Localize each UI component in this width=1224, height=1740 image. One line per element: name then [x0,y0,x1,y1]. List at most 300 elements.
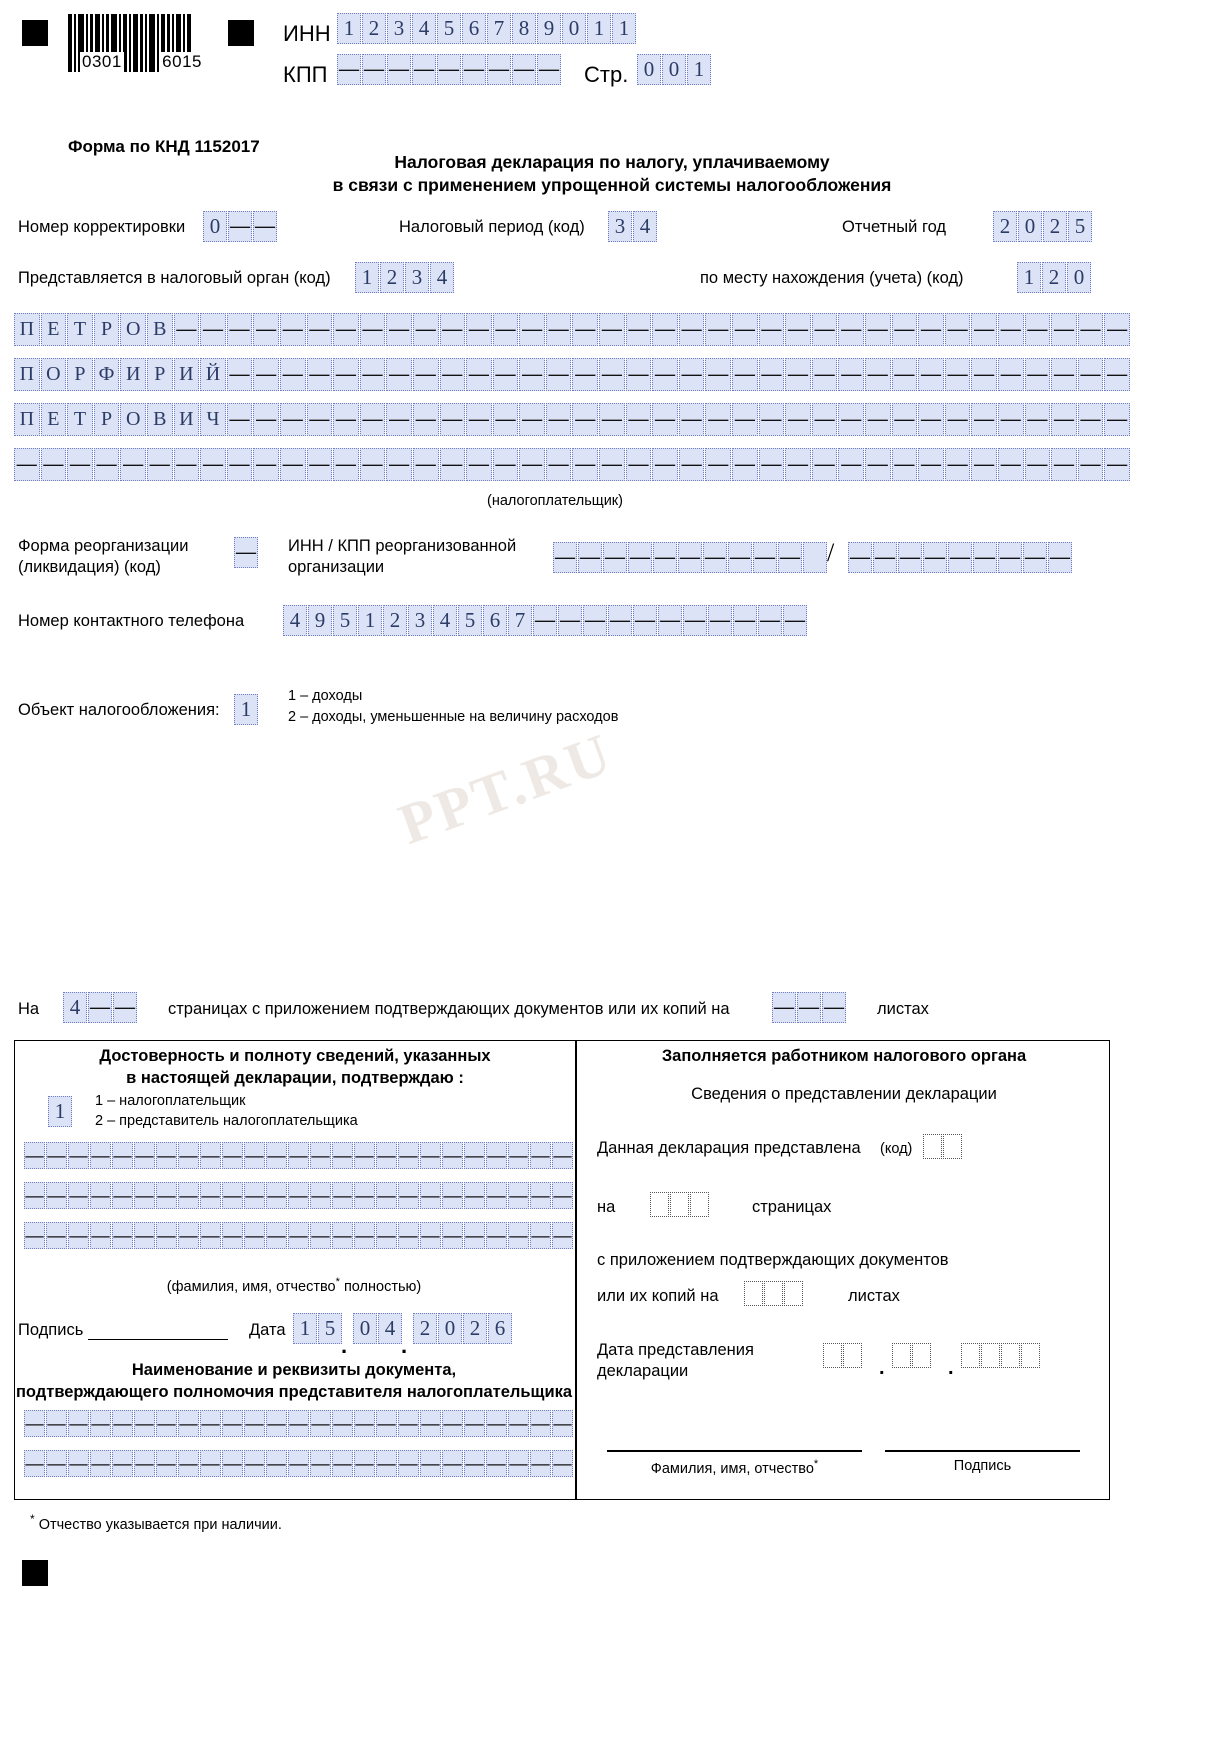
cell[interactable]: — [332,1142,353,1169]
cell[interactable]: — [785,358,811,391]
cell[interactable]: — [558,605,582,636]
cell[interactable]: — [759,313,785,346]
cell[interactable]: — [519,313,545,346]
cell[interactable]: — [626,313,652,346]
cell[interactable]: — [68,1142,89,1169]
cell[interactable]: — [519,358,545,391]
official-pages-field[interactable] [650,1192,710,1217]
cell[interactable]: — [266,1142,287,1169]
cell[interactable]: — [865,313,891,346]
cell[interactable]: — [572,448,598,481]
cell[interactable]: — [998,358,1024,391]
cell[interactable]: — [156,1222,177,1249]
cell[interactable]: 5 [333,605,357,636]
cell[interactable]: — [360,448,386,481]
cell[interactable]: — [337,54,361,85]
cell[interactable]: — [493,448,519,481]
cell[interactable]: — [971,313,997,346]
cell[interactable]: — [398,1450,419,1477]
official-signature-line[interactable] [885,1450,1080,1452]
cell[interactable]: — [918,403,944,436]
cell[interactable]: — [420,1410,441,1437]
cell[interactable]: И [120,358,146,391]
cell[interactable]: — [178,1142,199,1169]
cell[interactable]: — [732,448,758,481]
cell[interactable]: — [120,448,146,481]
cell[interactable]: — [865,403,891,436]
cell[interactable] [943,1134,962,1159]
cell[interactable]: Е [41,313,67,346]
cell[interactable]: — [572,403,598,436]
cell[interactable]: 4 [430,262,454,293]
cell[interactable]: — [553,542,577,573]
cell[interactable]: — [420,1142,441,1169]
cell[interactable]: — [376,1450,397,1477]
cell[interactable]: 0 [203,211,227,242]
cell[interactable]: — [572,358,598,391]
correction-number-field[interactable] [203,211,278,242]
cell[interactable]: — [998,448,1024,481]
cell[interactable] [690,1192,709,1217]
cell[interactable]: Р [94,313,120,346]
cell[interactable]: — [266,1410,287,1437]
cell[interactable]: — [134,1410,155,1437]
cell[interactable]: — [440,403,466,436]
cell[interactable]: — [603,542,627,573]
doc-details-line1[interactable] [24,1410,574,1437]
cell[interactable]: 5 [437,13,461,44]
cell[interactable]: — [420,1450,441,1477]
cell[interactable]: — [440,358,466,391]
cell[interactable]: — [354,1222,375,1249]
cell[interactable]: — [530,1142,551,1169]
cell[interactable]: — [552,1410,573,1437]
tax-period-field[interactable] [608,211,658,242]
cell[interactable]: 3 [408,605,432,636]
cell[interactable]: — [46,1142,67,1169]
cell[interactable]: — [253,211,277,242]
official-fio-line[interactable] [607,1450,862,1452]
cell[interactable]: Т [67,403,93,436]
cell[interactable]: — [227,448,253,481]
cell[interactable]: — [759,403,785,436]
cell[interactable]: — [1104,313,1130,346]
cell[interactable]: — [486,1450,507,1477]
tax-authority-field[interactable] [355,262,455,293]
cell[interactable]: — [222,1450,243,1477]
cell[interactable]: — [360,313,386,346]
cell[interactable]: — [398,1222,419,1249]
cell[interactable]: — [386,313,412,346]
cell[interactable]: — [386,448,412,481]
cell[interactable]: Е [41,403,67,436]
cell[interactable]: — [1025,448,1051,481]
cell[interactable]: Т [67,313,93,346]
cell[interactable]: — [508,1450,529,1477]
cell[interactable]: — [703,542,727,573]
cell[interactable]: — [156,1182,177,1209]
cell[interactable]: — [112,1410,133,1437]
cell[interactable]: — [227,358,253,391]
cell[interactable]: 1 [358,605,382,636]
cell[interactable]: — [200,1142,221,1169]
cell[interactable]: — [971,403,997,436]
cell[interactable]: — [244,1142,265,1169]
cell[interactable]: — [24,1410,45,1437]
cell[interactable]: — [783,605,807,636]
cell[interactable]: — [253,313,279,346]
cell[interactable]: 3 [405,262,429,293]
cell[interactable]: — [360,403,386,436]
cell[interactable]: — [333,448,359,481]
cell[interactable]: 3 [608,211,632,242]
cell[interactable]: — [200,448,226,481]
cell[interactable]: — [971,358,997,391]
cell[interactable]: — [652,313,678,346]
cell[interactable]: — [626,403,652,436]
official-date-day-field[interactable] [823,1343,863,1368]
cell[interactable]: — [442,1410,463,1437]
cell[interactable]: — [486,1410,507,1437]
cell[interactable]: — [90,1222,111,1249]
cell[interactable] [650,1192,669,1217]
cell[interactable]: — [530,1182,551,1209]
cell[interactable]: — [1051,313,1077,346]
representative-name-line3[interactable] [24,1222,574,1249]
cell[interactable]: — [413,448,439,481]
cell[interactable]: — [442,1142,463,1169]
cell[interactable]: — [466,403,492,436]
cell[interactable]: 2 [463,1313,487,1344]
cell[interactable]: — [94,448,120,481]
cell[interactable]: 4 [378,1313,402,1344]
cell[interactable]: — [486,1222,507,1249]
cell[interactable]: 0 [637,54,661,85]
cell[interactable]: 1 [1017,262,1041,293]
cell[interactable]: — [1025,403,1051,436]
cell[interactable]: — [1078,448,1104,481]
cell[interactable]: — [332,1222,353,1249]
cell[interactable]: — [332,1450,353,1477]
cell[interactable]: — [705,358,731,391]
cell[interactable]: — [633,605,657,636]
cell[interactable]: — [973,542,997,573]
representative-name-line1[interactable] [24,1142,574,1169]
cell[interactable]: — [892,358,918,391]
cell[interactable]: О [120,403,146,436]
page-number-field[interactable] [637,54,712,85]
cell[interactable]: — [652,448,678,481]
cell[interactable]: — [227,313,253,346]
cell[interactable]: — [797,992,821,1023]
cell[interactable]: — [112,1222,133,1249]
cell[interactable]: — [413,403,439,436]
cell[interactable]: 0 [562,13,586,44]
official-date-month-field[interactable] [892,1343,932,1368]
cell[interactable]: — [732,358,758,391]
cell[interactable]: — [310,1450,331,1477]
cell[interactable]: — [998,403,1024,436]
cell[interactable]: — [945,448,971,481]
cell[interactable]: — [508,1222,529,1249]
cell[interactable]: — [892,403,918,436]
cell[interactable]: — [812,448,838,481]
cell[interactable]: — [1078,313,1104,346]
cell[interactable]: 5 [318,1313,342,1344]
cell[interactable]: — [519,403,545,436]
cell[interactable]: — [533,605,557,636]
cell[interactable]: — [398,1142,419,1169]
cell[interactable]: — [1104,358,1130,391]
cell[interactable]: — [530,1222,551,1249]
cell[interactable]: И [174,358,200,391]
cell[interactable]: — [530,1450,551,1477]
cell[interactable]: — [733,605,757,636]
cell[interactable]: — [628,542,652,573]
cell[interactable]: — [508,1182,529,1209]
cell[interactable]: — [288,1410,309,1437]
cell[interactable]: — [280,403,306,436]
cell[interactable]: — [998,313,1024,346]
cell[interactable]: 6 [483,605,507,636]
cell[interactable]: — [898,542,922,573]
reorg-kpp-field[interactable] [848,542,1073,573]
cell[interactable]: — [599,403,625,436]
doc-details-line2[interactable] [24,1450,574,1477]
cell[interactable]: — [918,313,944,346]
cell[interactable]: — [178,1182,199,1209]
cell[interactable]: — [288,1222,309,1249]
cell[interactable]: — [442,1222,463,1249]
cell[interactable]: — [46,1182,67,1209]
reorg-inn-field[interactable] [553,542,828,573]
cell[interactable]: — [493,313,519,346]
cell[interactable]: — [732,313,758,346]
cell[interactable]: — [362,54,386,85]
cell[interactable]: — [46,1410,67,1437]
cell[interactable]: — [753,542,777,573]
cell[interactable]: — [652,358,678,391]
cell[interactable]: — [626,358,652,391]
cell[interactable]: — [112,1450,133,1477]
cell[interactable]: — [679,313,705,346]
cell[interactable]: — [412,54,436,85]
cell[interactable]: — [174,448,200,481]
cell[interactable]: — [626,448,652,481]
cell[interactable]: — [376,1182,397,1209]
cell[interactable]: — [310,1182,331,1209]
cell[interactable]: — [1051,403,1077,436]
cell[interactable]: — [332,1182,353,1209]
cell[interactable]: — [785,448,811,481]
cell[interactable]: — [546,313,572,346]
cell[interactable]: — [354,1410,375,1437]
cell[interactable]: Ч [200,403,226,436]
cell[interactable]: — [178,1450,199,1477]
cell[interactable]: — [88,992,112,1023]
representative-name-line2[interactable] [24,1182,574,1209]
cell[interactable]: — [266,1182,287,1209]
cell[interactable]: — [156,1410,177,1437]
cell[interactable]: 1 [48,1096,72,1127]
cell[interactable]: — [486,1142,507,1169]
cell[interactable]: — [466,448,492,481]
signature-line[interactable] [88,1338,228,1340]
cell[interactable]: — [493,358,519,391]
cell[interactable]: — [280,358,306,391]
cell[interactable]: — [772,992,796,1023]
cell[interactable]: — [945,313,971,346]
official-sheets-field[interactable] [744,1281,804,1306]
cell[interactable]: — [918,358,944,391]
cell[interactable]: — [307,403,333,436]
cell[interactable]: 6 [488,1313,512,1344]
cell[interactable]: 4 [412,13,436,44]
kpp-field[interactable] [337,54,562,85]
cell[interactable]: — [307,448,333,481]
cell[interactable]: — [280,448,306,481]
cell[interactable]: 3 [387,13,411,44]
object-of-taxation-field[interactable] [234,694,259,725]
cell[interactable]: В [147,313,173,346]
cell[interactable]: — [512,54,536,85]
cell[interactable]: — [376,1142,397,1169]
cell[interactable]: — [442,1450,463,1477]
cell[interactable]: — [244,1410,265,1437]
cell[interactable]: — [537,54,561,85]
cell[interactable] [1001,1343,1020,1368]
cell[interactable]: — [200,1222,221,1249]
cell[interactable]: — [732,403,758,436]
cell[interactable]: — [200,1182,221,1209]
cell[interactable]: — [705,448,731,481]
cell[interactable]: 2 [380,262,404,293]
cell[interactable]: 1 [355,262,379,293]
cell[interactable]: — [462,54,486,85]
cell[interactable]: — [200,313,226,346]
cell[interactable]: — [222,1222,243,1249]
cell[interactable]: — [583,605,607,636]
cell[interactable]: 4 [63,992,87,1023]
cell[interactable]: — [812,358,838,391]
cell[interactable]: 0 [1018,211,1042,242]
cell[interactable]: — [466,358,492,391]
cell[interactable]: — [376,1410,397,1437]
cell[interactable]: — [387,54,411,85]
cell[interactable]: — [24,1182,45,1209]
cell[interactable] [670,1192,689,1217]
cell[interactable]: — [442,1182,463,1209]
cell[interactable]: — [68,1410,89,1437]
cell[interactable]: 9 [308,605,332,636]
cell[interactable]: — [464,1450,485,1477]
cell[interactable]: — [653,542,677,573]
cell[interactable]: — [838,403,864,436]
cell[interactable]: — [112,1182,133,1209]
cell[interactable]: — [310,1410,331,1437]
cell[interactable]: — [552,1182,573,1209]
cell[interactable]: — [266,1450,287,1477]
cell[interactable]: — [679,448,705,481]
cell[interactable]: — [288,1142,309,1169]
cell[interactable]: — [546,403,572,436]
cell[interactable]: — [705,313,731,346]
cell[interactable]: 2 [993,211,1017,242]
cell[interactable]: 2 [1043,211,1067,242]
cell[interactable] [843,1343,862,1368]
cell[interactable]: — [493,403,519,436]
cell[interactable]: — [892,448,918,481]
cell[interactable] [892,1343,911,1368]
cell[interactable]: — [200,1410,221,1437]
cell[interactable]: — [678,542,702,573]
cell[interactable]: — [1025,358,1051,391]
cell[interactable]: — [134,1450,155,1477]
cell[interactable]: — [918,448,944,481]
cell[interactable] [803,542,827,573]
taxpayer-firstname-field[interactable] [14,358,1131,391]
cell[interactable]: — [307,313,333,346]
cell[interactable]: — [923,542,947,573]
cell[interactable]: 0 [353,1313,377,1344]
cell[interactable] [784,1281,803,1306]
cell[interactable]: — [1025,313,1051,346]
cell[interactable]: — [679,358,705,391]
cell[interactable]: — [578,542,602,573]
pages-count-field[interactable] [63,992,138,1023]
cell[interactable]: — [546,358,572,391]
cell[interactable]: — [420,1182,441,1209]
cell[interactable] [823,1343,842,1368]
cell[interactable]: — [530,1410,551,1437]
cell[interactable]: — [466,313,492,346]
cell[interactable]: 2 [383,605,407,636]
cell[interactable]: — [599,448,625,481]
cell[interactable]: — [487,54,511,85]
cell[interactable]: Ф [94,358,120,391]
cell[interactable]: — [1078,358,1104,391]
cell[interactable]: — [134,1142,155,1169]
cell[interactable]: — [413,358,439,391]
cell[interactable]: — [599,313,625,346]
cell[interactable]: 2 [1042,262,1066,293]
cell[interactable]: 1 [612,13,636,44]
cell[interactable] [912,1343,931,1368]
cell[interactable]: — [785,403,811,436]
cell[interactable]: — [174,313,200,346]
cell[interactable]: Р [94,403,120,436]
cell[interactable]: — [67,448,93,481]
cell[interactable]: — [1078,403,1104,436]
cell[interactable]: — [90,1142,111,1169]
cell[interactable]: — [244,1222,265,1249]
date-month-field[interactable] [353,1313,403,1344]
cell[interactable]: — [288,1182,309,1209]
cell[interactable]: — [266,1222,287,1249]
cell[interactable]: — [652,403,678,436]
cell[interactable]: — [376,1222,397,1249]
cell[interactable]: П [14,358,40,391]
cell[interactable]: Р [147,358,173,391]
cell[interactable]: — [244,1450,265,1477]
taxpayer-patronymic-field[interactable] [14,403,1131,436]
cell[interactable]: — [785,313,811,346]
cell[interactable]: — [508,1142,529,1169]
cell[interactable]: — [679,403,705,436]
cell[interactable]: 8 [512,13,536,44]
cell[interactable]: Й [200,358,226,391]
cell[interactable]: — [998,542,1022,573]
